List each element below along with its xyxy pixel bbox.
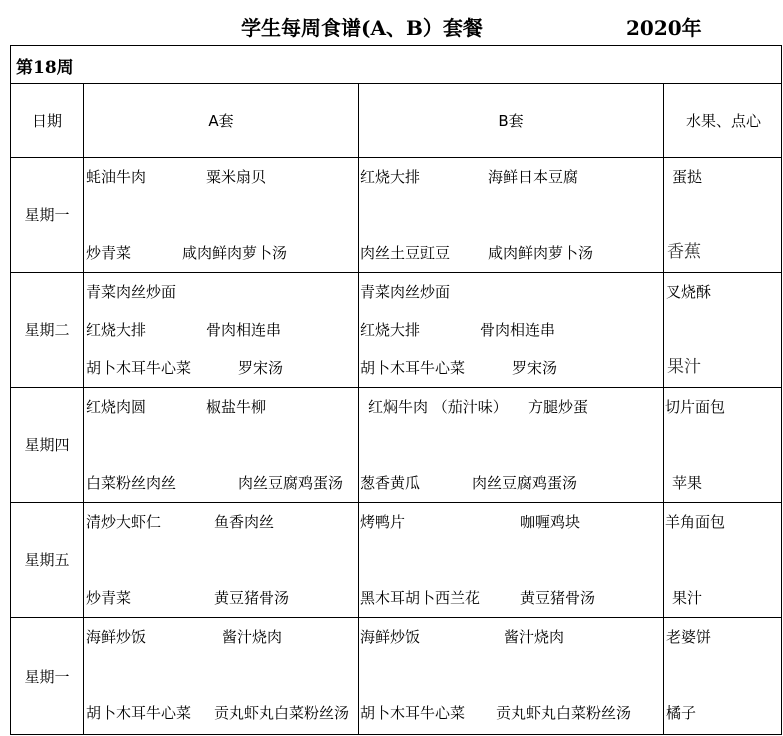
fruit-item: 果汁	[672, 589, 703, 607]
day-label: 星期五	[24, 551, 70, 569]
fruit-item: 香蕉	[667, 242, 701, 262]
fruit-item: 橘子	[666, 704, 697, 722]
header-set-b: B套	[498, 111, 524, 130]
dish-a: 椒盐牛柳	[206, 398, 267, 416]
year-label: 2020年	[626, 16, 702, 40]
dish-b: 红焖牛肉 （茄汁味）	[368, 398, 508, 416]
snack-item: 蛋挞	[672, 168, 703, 186]
day-label: 星期一	[24, 206, 70, 224]
dish-b: 咸肉鲜肉萝卜汤	[488, 244, 594, 262]
dish-b: 青菜肉丝炒面	[360, 283, 451, 301]
menu-table	[10, 45, 782, 735]
dish-a: 粟米扇贝	[206, 168, 267, 186]
dish-a: 肉丝豆腐鸡蛋汤	[238, 474, 344, 492]
dish-b: 罗宋汤	[512, 359, 558, 377]
dish-a: 青菜肉丝炒面	[86, 283, 177, 301]
dish-a: 红烧大排	[86, 321, 147, 339]
dish-b: 骨肉相连串	[480, 321, 556, 339]
snack-item: 羊角面包	[665, 513, 726, 531]
dish-b: 方腿炒蛋	[528, 398, 589, 416]
fruit-item: 果汁	[667, 357, 701, 377]
dish-b: 肉丝豆腐鸡蛋汤	[472, 474, 578, 492]
header-date: 日期	[31, 111, 62, 130]
day-label: 星期一	[24, 667, 70, 686]
header-set-a: A套	[208, 111, 234, 130]
dish-a: 黄豆猪骨汤	[214, 589, 290, 607]
snack-item: 叉烧酥	[666, 283, 712, 301]
dish-b: 海鲜日本豆腐	[488, 168, 579, 186]
dish-b: 烤鸭片	[360, 513, 406, 531]
dish-b: 红烧大排	[360, 168, 421, 186]
dish-b: 咖喱鸡块	[520, 513, 581, 531]
dish-b: 胡卜木耳牛心菜	[360, 704, 466, 722]
dish-a: 酱汁烧肉	[222, 628, 283, 646]
dish-a: 蚝油牛肉	[86, 168, 147, 186]
week-label: 第18周	[16, 58, 74, 78]
dish-a: 胡卜木耳牛心菜	[86, 704, 192, 722]
dish-b: 肉丝土豆豇豆	[360, 244, 451, 262]
dish-b: 海鲜炒饭	[360, 628, 421, 646]
day-label: 星期四	[24, 436, 70, 454]
dish-a: 罗宋汤	[238, 359, 284, 377]
dish-a: 白菜粉丝肉丝	[86, 474, 177, 492]
day-label: 星期二	[24, 321, 70, 339]
dish-b: 贡丸虾丸白菜粉丝汤	[496, 704, 632, 722]
dish-a: 贡丸虾丸白菜粉丝汤	[214, 704, 350, 722]
dish-a: 咸肉鲜肉萝卜汤	[182, 244, 288, 262]
dish-a: 胡卜木耳牛心菜	[86, 359, 192, 377]
dish-a: 鱼香肉丝	[214, 513, 275, 531]
dish-b: 红烧大排	[360, 321, 421, 339]
dish-a: 骨肉相连串	[206, 321, 282, 339]
dish-a: 红烧肉圆	[86, 398, 147, 416]
dish-a: 海鲜炒饭	[86, 628, 147, 646]
fruit-item: 苹果	[672, 474, 703, 492]
dish-a: 清炒大虾仁	[86, 513, 162, 531]
snack-item: 老婆饼	[666, 628, 712, 646]
dish-b: 葱香黄瓜	[360, 474, 421, 492]
menu-title: 学生每周食谱(A、B）套餐	[241, 16, 483, 40]
snack-item: 切片面包	[665, 398, 726, 416]
dish-b: 黑木耳胡卜西兰花	[360, 589, 481, 607]
dish-a: 炒青菜	[86, 589, 132, 607]
header-fruit-snack: 水果、点心	[685, 111, 761, 130]
dish-b: 酱汁烧肉	[504, 628, 565, 646]
dish-b: 黄豆猪骨汤	[520, 589, 596, 607]
dish-b: 胡卜木耳牛心菜	[360, 359, 466, 377]
dish-a: 炒青菜	[86, 244, 132, 262]
